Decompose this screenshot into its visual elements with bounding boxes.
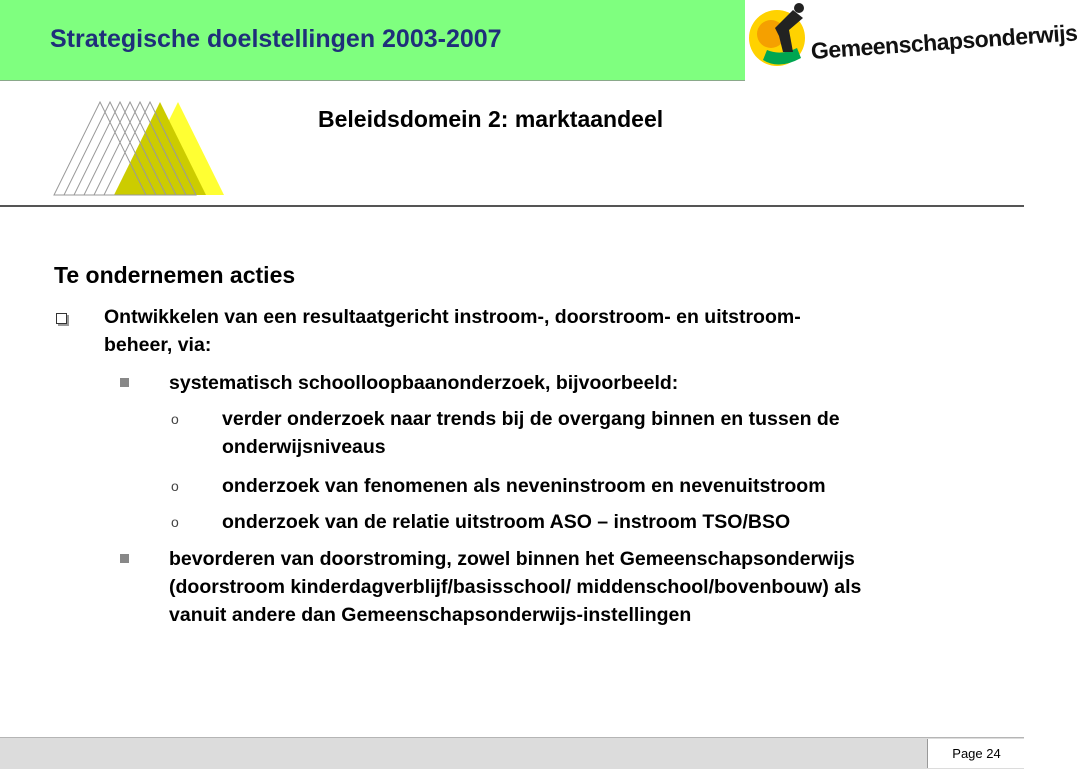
bullet-marker-level1: [56, 313, 67, 324]
bullet-text-line: verder onderzoek naar trends bij de overgang binnen en tussen de: [222, 408, 840, 430]
bullet-text-line: systematisch schoolloopbaanonderzoek, bijvoorbeeld:: [169, 372, 679, 394]
bullet-marker-level2: [120, 378, 129, 387]
bullet-level3: [222, 472, 826, 500]
logo: [745, 0, 1078, 80]
bullet-level2: [169, 369, 678, 397]
slide-subtitle: Beleidsdomein 2: marktaandeel: [318, 106, 664, 132]
bullet-marker-level2: [120, 554, 129, 563]
bullet-text-line: bevorderen van doorstroming, zowel binnen het Gemeenschapsonderwijs: [169, 548, 855, 570]
section-heading: Te ondernemen acties: [54, 262, 296, 288]
bullet-text-line: vanuit andere dan Gemeenschapsonderwijs-instellingen: [169, 604, 692, 626]
footer-band: [0, 737, 1024, 769]
bullet-marker-level3: o: [171, 514, 179, 530]
bullet-marker-level3: o: [171, 478, 179, 494]
bullet-text-line: onderwijsniveaus: [222, 436, 386, 458]
bullet-level3: [222, 508, 790, 536]
header-title: Strategische doelstellingen 2003-2007: [50, 25, 502, 53]
triangle-decoration: [48, 100, 228, 198]
bullet-text-line: beheer, via:: [104, 334, 212, 356]
bullet-text-line: onderzoek van fenomenen als neveninstroom en nevenuitstroom: [222, 475, 826, 497]
logo-text: Gemeenschapsonderwijs: [810, 19, 1078, 64]
bullet-level1: [104, 303, 801, 359]
bullet-marker-level3: o: [171, 411, 179, 427]
bullet-text-line: (doorstroom kinderdagverblijf/basisschool/ middenschool/bovenbouw) als: [169, 576, 862, 598]
page-number: Page 24: [927, 739, 1025, 768]
bullet-level3: [222, 405, 840, 461]
bullet-text-line: Ontwikkelen van een resultaatgericht instroom-, doorstroom- en uitstroom-: [104, 306, 801, 328]
bullet-level2: [169, 545, 861, 629]
header-band: [0, 0, 745, 81]
bullet-text-line: onderzoek van de relatie uitstroom ASO – instroom TSO/BSO: [222, 511, 791, 533]
divider: [0, 205, 1024, 207]
